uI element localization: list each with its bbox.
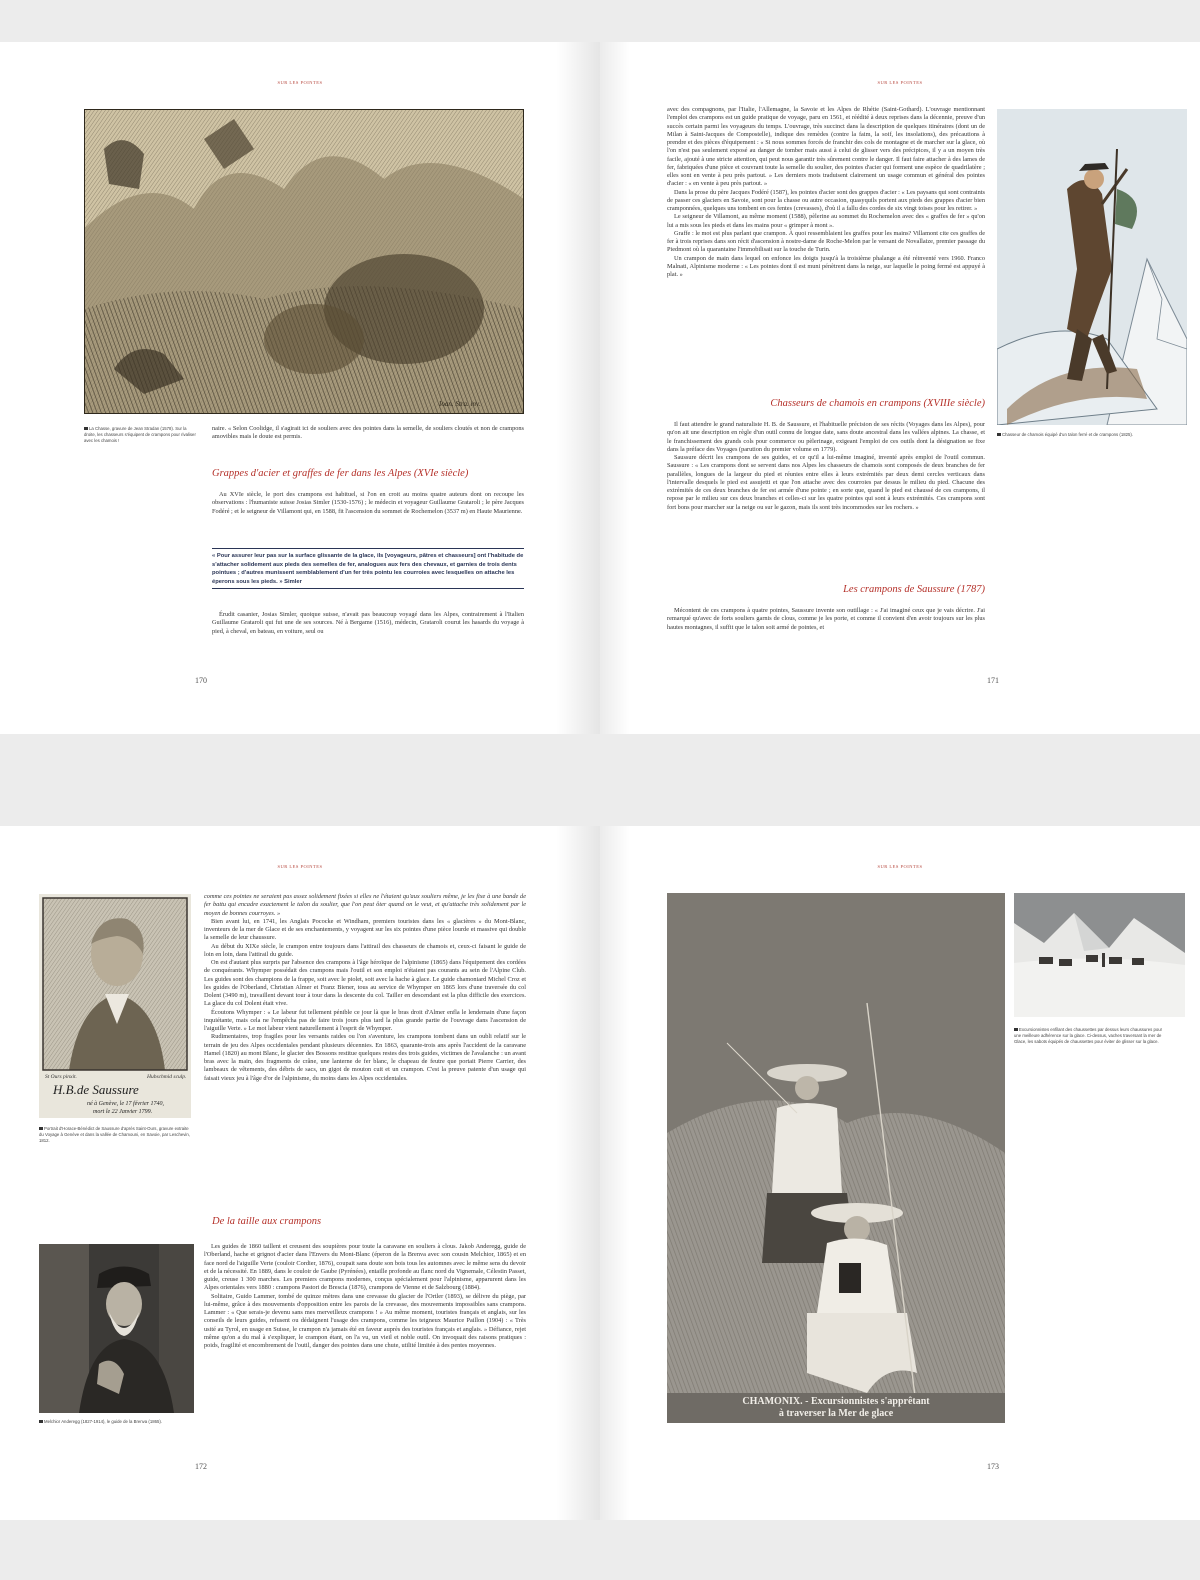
figure-caption-text: Excursionnistes enfilant des chaussettes par dessus leurs chaussures pour une meilleure adhérence sur la glace. Ci-dessus, vaches traversant la mer de Glace, les sabots équipés de chaussettes pour éviter de glisser sur la glace.	[1014, 1027, 1163, 1044]
figure-caption	[39, 1419, 209, 1425]
chamonix-excursionists-photo[interactable]	[667, 893, 1005, 1423]
body-text-column	[204, 1243, 526, 1350]
figure-caption	[997, 432, 1187, 438]
portrait-signature-right: Hubschmid sculp.	[147, 1074, 187, 1080]
paragraph-5: Un crampon de main dans lequel on enfonce les doigts jusqu'à la troisième phalange a été réinventé vers 1960. Franco Malnati, Alpinisme moderne : « Les pointes dont il est muni pénètrent dans la neige, sur laquelle le poing fermé est appuyé à plat. »	[667, 254, 985, 278]
paragraph-6: Il faut attendre le grand naturaliste H. B. de Saussure, et l'habituelle précision de ses récits (Voyages dans les Alpes), pour qu'on ait une description en règle d'un outil connu de longue date, sans doute ancestral dans les vallées alpines. La chasse, et le franchissement des grands cols pour commerce ou pèlerinage, exigeant l'emploi de ces outils dont la désignation se fixe dans la préface des Voyages (parution du premier volume en 1779).	[667, 421, 985, 453]
caption-bullet	[1014, 1028, 1018, 1032]
body-paragraph	[212, 491, 524, 516]
portrait-inscription-name: H.B.de Saussure	[53, 1082, 139, 1097]
portrait-inscription-birth: né à Genève, le 17 février 1740,	[87, 1101, 164, 1107]
figure-caption-text: Chasseur de chamois équipé d'un talon ferré et de crampons (1825).	[1002, 432, 1133, 437]
caption-bullet	[997, 433, 1001, 437]
engraving-signature: Ioan. Stra. inv.	[439, 400, 481, 408]
section-heading: Grappes d'acier et graffes de fer dans les Alpes (XVIe siècle)	[212, 468, 469, 479]
section-heading: De la taille aux crampons	[212, 1216, 322, 1227]
page-171	[600, 42, 1200, 734]
portrait-inscription-death: mort le 22 Janvier 1799.	[93, 1109, 153, 1115]
running-head: SUR LES POINTES	[877, 864, 923, 869]
figure-caption	[39, 1126, 191, 1144]
photo-caption-line2: à traverser la Mer de glace	[778, 1408, 894, 1419]
caption-bullet	[84, 427, 88, 431]
spread-pages-172-173	[0, 826, 1200, 1520]
gutter-shadow	[556, 42, 600, 734]
page-number: 171	[987, 676, 999, 685]
section-heading: Les crampons de Saussure (1787)	[843, 584, 985, 595]
figure-caption-text: Portrait d'Horace-Bénédict de Saussure d'après Saint-Ours, gravure extraite du Voyage à Genève et dans la vallée de Chamouni, en Savoie, par Leschevin, 1812.	[39, 1126, 190, 1143]
chamois-hunter-illustration[interactable]	[997, 109, 1187, 425]
figure-caption-text: La Chasse, gravure de Jean Stradan (1578). Sur la droite, les chasseurs s'équipent de crampons pour rivaliser avec les chamois !	[84, 426, 196, 443]
paragraph-8: Solitaire, Guido Lammer, tombé de quinze mètres dans une crevasse du glacier de l'Ortler (1893), se délivre du piège, par lui-même, grâce à des mouvements d'opposition entre les parois de la crevasse, des mouvements impossibles sans crampons. Lammer : « Que serais-je devenu sans mes merveilleux crampons ! » Au même moment, touristes français et anglais, sur les conseils de leurs guides, refusent ou dédaignent l'usage des crampons, comme les teigneux Maurice Paillon (1904) : « Très usité au Tyrol, en usage en Suisse, le crampon n'a jamais été en faveur auprès des touristes français et anglais. » Défiance, rejet même qu'on a du mal à s'expliquer, le crampon étant, on l'a vu, un vieil et noble outil. On invoquait des raisons pratiques : poids, fragilité et encombrement de l'outil, danger des pointes dans une chute, utilité limitée à des pentes moyennes.	[204, 1292, 526, 1349]
paragraph-6: Rudimentaires, trop fragiles pour les versants raides ou l'on s'aventure, les crampons tombent dans un oubli relatif sur le terrain de jeu des Alpes occidentales pendant plusieurs décennies. En 1863, quarante-trois ans après l'accident de la caravane Hamel (1820) au mont Blanc, le glacier des Bossons restitue quelques restes des trois guides, victimes de l'avalanche : un avant bras avec la main, des fragments de crâne, une lanterne de fer blanc, le chapeau de feutre que portait Pierre Carrier, des lambeaux de vêtements, des débris de sacs, un gigot de mouton cuit et un crampon. C'est la preuve patente d'un usage qui faisait vieux jeu à l'âge d'or de l'alpinisme, du moins dans les Alpes occidentales.	[204, 1033, 526, 1082]
gutter-shadow	[600, 826, 630, 1520]
paragraph-7: Les guides de 1860 taillent et creusent des soupières pour toute la caravane en souliers à clous. Jakob Anderegg, guide de l'Oberland, hache et grignot d'acier dans l'Envers du Mont-Blanc (éperon de la Brenva avec son cousin Melchior, 1865) et en face nord de l'aiguille Verte (couloir Cordier, 1876), coupait sans doute son bois tous les automnes avec le même sens du devoir et de la nécessité. En 1889, dans le couloir de Gaube (Pyrénées), entaille profonde au flanc nord du Vignemale, Célestin Passet, guide, creuse 1 300 marches. Les premiers crampons modernes, conçus spécialement pour l'alpinisme, apparurent dans les Alpes orientales vers 1880 : crampons Pastori de Brescia (1876), crampons de Vienne et de Salzbourg (1884).	[204, 1243, 526, 1292]
portrait-signature-left: St Ours pinxit.	[45, 1074, 77, 1080]
pull-quote: « Pour assurer leur pas sur la surface glissante de la glace, ils [voyageurs, pâtres et chasseurs] ont l'habitude de s'attacher solidement aux pieds des semelles de fer, analogues aux fers des chevaux, et garnies de trois dents pointues ; d'autres munissent semblablement d'un fer très pointu les courroies avec lesquelles on attache les éperons sous les pieds. » Simler	[212, 548, 524, 589]
page-number: 173	[987, 1462, 999, 1471]
page-173	[600, 826, 1200, 1520]
running-head: SUR LES POINTES	[277, 80, 323, 85]
body-text-column	[212, 425, 524, 442]
paragraph-8: Mécontent de ces crampons à quatre pointes, Saussure invente son outillage : « J'ai imaginé ceux que je vais décrire. J'ai remarqué qu'avec de forts souliers garnis de clous, comme je les porte, et comme il convient d'en avoir toujours sur les plus hautes montagnes, il suffit que le talon soit armé de pointes, et	[667, 607, 985, 631]
hunt-engraving-image[interactable]	[84, 109, 524, 414]
melchior-anderegg-photo[interactable]	[39, 1244, 194, 1413]
paragraph-4: Graffe : le mot est plus parlant que crampon. À quoi ressemblaient les graffes pour les mains? Villamont cite ces graffes de fer à trois reprises dans son récit d'ascension à nostre-dame de Roche-Melon par le versant de Novallaize, premier passage du Piedmont où la quarantaine l'immobilisait sur la touche de Turin.	[667, 229, 985, 254]
spread-pages-170-171	[0, 42, 1200, 734]
page-number: 170	[195, 676, 207, 685]
paragraph-1: avec des compagnons, par l'Italie, l'Allemagne, la Savoie et les Alpes de Rhétie (Saint-Gothard). L'ouvrage mentionnant l'emploi des crampons est un guide pratique de voyage, paru en 1561, et réédité à deux reprises dans la décennie, preuve d'un succès certain parmi les voyageurs du temps. L'ouvrage, très succinct dans la description de quelques itinéraires (dont un de Milan à Saint-Jacques de Compostelle), indique des remèdes (contre la faim, la soif, les insolations), des précautions à prendre et des pièces d'équipement : « Si nous sommes forcés de franchir des cols de montagne et de marcher sur la glace, où l'on n'est pas seulement exposé au danger de tomber mais aussi à celui de glisser vers des précipices, il y a un moyen très facile, ajouté à une stricte attention, qui peut nous garantir très sûrement contre le danger. Il faut faire attacher à des lames de fer, fabriquées d'une pièce et couvrant toute la semelle du soulier, des pointes d'acier qui forment une espèce de quadrilatère ; elles sont en vente à peu près partout. » Les derniers mots traduisent clairement un usage commun et général des pointes d'acier : « en vente à peu près partout. »	[667, 106, 985, 188]
paragraph-1: comme ces pointes ne seraient pas assez solidement fixées si elles ne l'étaient qu'aux souliers même, je les fixe à une bande de fer battu qui encadre exactement le talon du soulier, que l'on peut ôter quand on le veut, et qu'attache très solidement par le moyen de bonnes courroyes. »	[204, 893, 526, 917]
cows-on-glacier-photo[interactable]	[1014, 893, 1185, 1017]
figure-caption	[84, 426, 196, 444]
body-text-column	[667, 421, 985, 512]
figure-caption	[1014, 1027, 1164, 1045]
page-number: 172	[195, 1462, 207, 1471]
paragraph-1: Au XVIe siècle, le port des crampons est habituel, si l'on en croit au moins quatre auteurs dont on recoupe les observations : l'humaniste suisse Josias Simler (1530-1576) ; le médecin et voyageur Guillaume Grataroli ; le père Jacques Fodéré ; et le seigneur de Villamont qui, en 1588, fit l'ascension du sommet de Rochemelon (3537 m) en Haute Maurienne.	[212, 491, 524, 515]
body-text-column	[667, 106, 985, 279]
page-172	[0, 826, 600, 1520]
figure-caption-text: Melchior Anderegg (1827-1914), le guide de la Brenva (1865).	[44, 1419, 163, 1424]
paragraph-2: Bien avant lui, en 1741, les Anglais Pococke et Windham, premiers touristes dans les « glacières » du Mont-Blanc, inventeurs de la mer de Glace et de ses enchantements, y voyagent sur les six pointes d'une pièce lourde et massive qui double la semelle de leur chaussure.	[204, 917, 526, 942]
body-text-column	[204, 893, 526, 1083]
photo-caption-line1: CHAMONIX. - Excursionnistes s'apprêtant	[742, 1396, 930, 1407]
gutter-shadow	[600, 42, 630, 734]
paragraph-5: Écoutons Whymper : « Le labeur fut tellement pénible ce jour là que le bras droit d'Almer enfla le lendemain d'une façon inquiétante, mais cela ne l'empêcha pas de faire trois jours plus tard la plus grande partie de l'ouvrage dans l'ascension de l'aiguille Verte. » Le mot labeur vient naturellement à l'esprit de Whymper.	[204, 1008, 526, 1032]
paragraph-2: Érudit casanier, Josias Simler, quoique suisse, n'avait pas beaucoup voyagé dans les Alpes, contrairement à l'Italien Guillaume Grataroli qui fut une de ses sources. Né à Bergame (1516), médecin, Grataroli courut les hasards du voyage à pied, à cheval, en bateau, en voiture, seul ou	[212, 611, 524, 635]
running-head: SUR LES POINTES	[877, 80, 923, 85]
paragraph-7: Saussure décrit les crampons de ses guides, et ce qu'il a lui-même imaginé, inventé après emploi de l'outil commun. Saussure : « Les crampons dont se servent dans nos Alpes les chasseurs de chamois sont composés de deux branches de fer parallèles, longues de la largeur du pied et réunies entre elles à leurs extrémités par deux demi cercles verticaux dans l'intervalle desquels le pied est assujetti et que l'on attache avec des courroies par dessus le milieu du pied. Chacune des extrémités de ces deux branches de fer est armée d'une pointe ; en sorte que, quand le pied est chaussé de ces crampons, il repose par le milieu sur ces deux branches et celles-ci sur les quatre pointes qui sont à leurs extrémités. Ces crampons sont fort bons pour marcher sur la neige ou sur le gazon, mais ils sont très incommodes sur les rochers. »	[667, 454, 985, 511]
page-170	[0, 42, 600, 734]
paragraph-4: On est d'autant plus surpris par l'absence des crampons à l'âge héroïque de l'alpinisme (1865) dans l'équipement des cordées de conquérants. Whymper possédait des crampons mais l'outil et son emploi n'étaient pas courants au sein de l'Alpine Club. Les guides sont des champions de la frappe, soit avec le piolet, soit avec la hache à glace. Le guide chamoniard Michel Croz et les guides de l'Oberland, Christian Almer et Franz Biener, tous au service de Whymper en 1865 lors d'une traversée du col Dolent (3490 m), travaillent devant tour à tour dans la descente du col. Tailler en descendant est la plus difficile des exercices. La glace du col Dolent était vive.	[204, 959, 526, 1008]
paragraph-2: Dans la prose du père Jacques Fodéré (1587), les pointes d'acier sont des grappes d'acier : « Les paysans qui sont contraints de passer ces glaciers en Savoie, sont pour la chasse ou autre occasion, quasyquils portent aux pieds des grappes d'acier bien cramponnées, quelques uns tombent en ces fentes (crevasses), d'où il a fallu des cordes de six vingt toises pour les retirer. »	[667, 188, 985, 212]
paragraph-3: Au début du XIXe siècle, le crampon entre toujours dans l'attirail des chasseurs de chamois et, ceux-ci faisant le guide de loin en loin, dans l'attirail du guide.	[204, 942, 526, 958]
body-paragraph	[667, 607, 985, 632]
running-head: SUR LES POINTES	[277, 864, 323, 869]
gutter-shadow	[556, 826, 600, 1520]
saussure-portrait-engraving[interactable]	[39, 894, 191, 1118]
intro-paragraph: naire. « Selon Coolidge, il s'agirait ici de souliers avec des pointes dans la semelle, de souliers cloutés et non de crampons amovibles mais le doute est permis.	[212, 425, 524, 441]
caption-bullet	[39, 1420, 43, 1424]
body-paragraph	[212, 611, 524, 636]
paragraph-3: Le seigneur de Villamont, au même moment (1588), pèlerine au sommet du Rochemelon avec des « graffes de fer » qu'on lui a mis sous les pieds et dans les mains pour « grimper à mont ».	[667, 213, 985, 229]
section-heading: Chasseurs de chamois en crampons (XVIIIe siècle)	[770, 398, 985, 409]
caption-bullet	[39, 1127, 43, 1131]
